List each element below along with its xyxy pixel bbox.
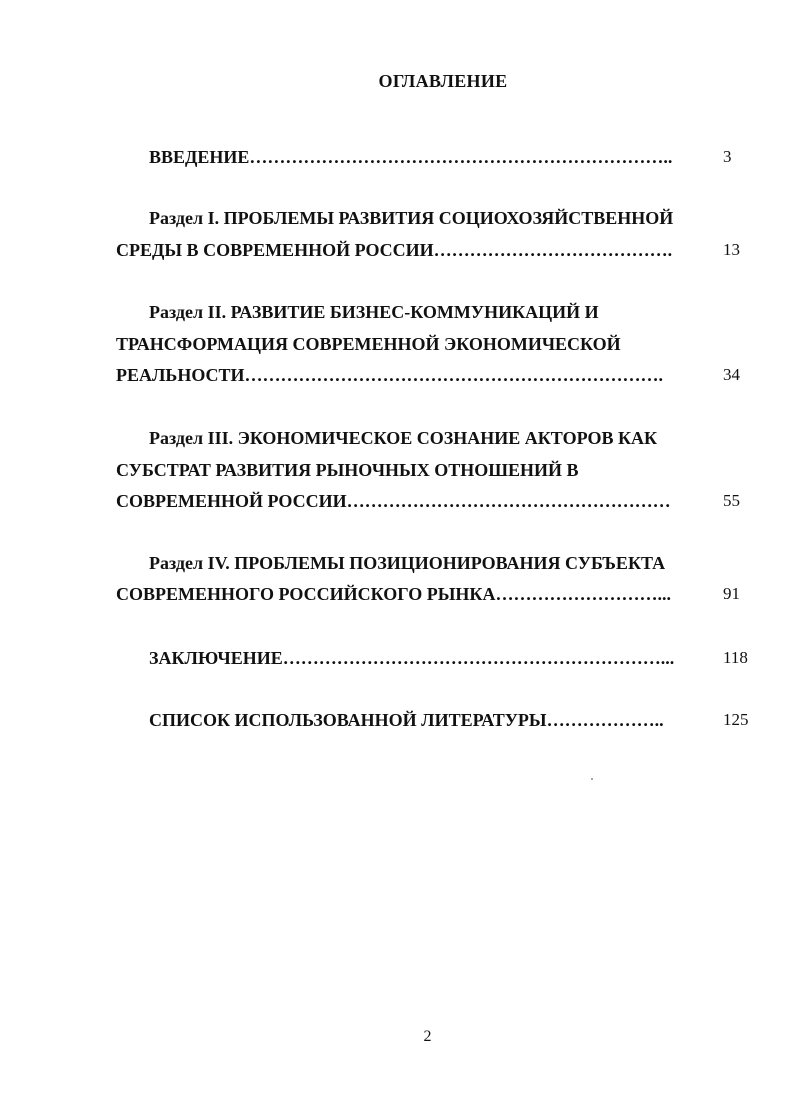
toc-entry-section-4-line-1[interactable]: Раздел IV. ПРОБЛЕМЫ ПОЗИЦИОНИРОВАНИЯ СУБЪЕКТА	[149, 553, 666, 573]
page-number-footer: 2	[423, 1028, 432, 1045]
scan-speck	[591, 778, 593, 780]
toc-page-number: 13	[723, 240, 740, 259]
toc-entry-section-2-line-3[interactable]: РЕАЛЬНОСТИ…………………………………………………………….	[116, 365, 664, 385]
toc-entry-section-4-line-2[interactable]: СОВРЕМЕННОГО РОССИЙСКОГО РЫНКА………………………...	[116, 584, 671, 604]
toc-page-number: 125	[723, 710, 749, 729]
toc-page-number: 3	[723, 147, 732, 166]
toc-page-number: 34	[723, 365, 740, 384]
page-title: ОГЛАВЛЕНИЕ	[378, 71, 508, 91]
toc-entry-section-2-line-2[interactable]: ТРАНСФОРМАЦИЯ СОВРЕМЕННОЙ ЭКОНОМИЧЕСКОЙ	[116, 334, 621, 354]
toc-entry-conclusion[interactable]: ЗАКЛЮЧЕНИЕ………………………………………………………...	[149, 648, 675, 668]
toc-page-number: 91	[723, 584, 740, 603]
toc-entry-introduction[interactable]: ВВЕДЕНИЕ……………………………………………………………..	[149, 147, 673, 167]
toc-entry-section-2-line-1[interactable]: Раздел II. РАЗВИТИЕ БИЗНЕС-КОММУНИКАЦИЙ И	[149, 302, 599, 322]
toc-entry-section-1-line-1[interactable]: Раздел I. ПРОБЛЕМЫ РАЗВИТИЯ СОЦИОХОЗЯЙСТВЕННОЙ	[149, 208, 674, 228]
toc-entry-section-3-line-2[interactable]: СУБСТРАТ РАЗВИТИЯ РЫНОЧНЫХ ОТНОШЕНИЙ В	[116, 460, 579, 480]
toc-page-number: 118	[723, 648, 748, 667]
toc-entry-section-3-line-3[interactable]: СОВРЕМЕННОЙ РОССИИ………………………………………………	[116, 491, 671, 511]
toc-entry-section-3-line-1[interactable]: Раздел III. ЭКОНОМИЧЕСКОЕ СОЗНАНИЕ АКТОРОВ КАК	[149, 428, 658, 448]
toc-page-number: 55	[723, 491, 740, 510]
toc-entry-bibliography[interactable]: СПИСОК ИСПОЛЬЗОВАННОЙ ЛИТЕРАТУРЫ………………..	[149, 710, 664, 730]
toc-entry-section-1-line-2[interactable]: СРЕДЫ В СОВРЕМЕННОЙ РОССИИ………………………………….	[116, 240, 673, 260]
